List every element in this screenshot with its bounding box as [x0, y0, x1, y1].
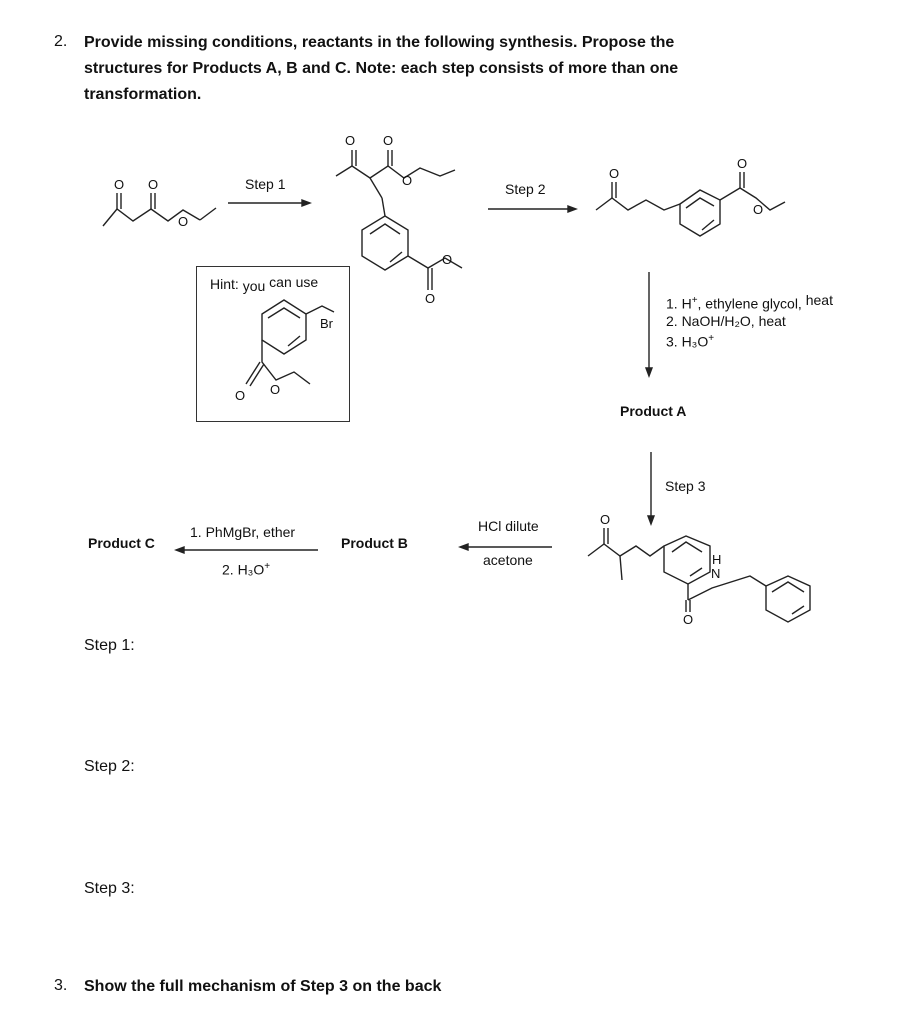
ethyl-acetoacetate-structure [103, 193, 216, 226]
atom-o: O [683, 612, 694, 627]
atom-br: Br [320, 316, 333, 331]
condition-1-rest: , ethylene glycol, [697, 295, 802, 312]
arrowhead [302, 200, 310, 206]
question-2-number: 2. [54, 33, 68, 50]
condition-line-2: 2. NaOH/H₂O, heat [666, 312, 786, 329]
condition-1-text: 1. H [666, 295, 692, 312]
alkylated-ketoester-structure [336, 150, 462, 290]
atom-o: O [148, 177, 159, 192]
atom-h: H [712, 552, 722, 567]
condition-line-1 [666, 292, 833, 313]
question-2-line-2: structures for Products A, B and C. Note: each step consists of more than one [84, 60, 679, 77]
arrowhead [646, 368, 652, 376]
atom-o: O [235, 388, 246, 403]
atom-o: O [425, 291, 436, 306]
hcl-condition-bottom: acetone [483, 552, 533, 568]
arrowhead [648, 516, 654, 524]
atom-o: O [753, 202, 764, 217]
atom-o: O [737, 156, 748, 171]
atom-o: O [114, 177, 125, 192]
atom-n: N [711, 566, 721, 581]
hint-word-hint: Hint: [210, 276, 239, 292]
grignard-condition-2-text: 2. H₃O [222, 561, 265, 578]
atom-o: O [270, 382, 281, 397]
question-2-line-3: transformation. [84, 86, 202, 103]
question-2-line-1: Provide missing conditions, reactants in the following synthesis. Propose the [84, 34, 675, 51]
condition-1-heat: heat [805, 291, 833, 308]
atom-o: O [345, 133, 356, 148]
hint-word-can-use: can use [269, 274, 319, 290]
atom-o: O [600, 512, 611, 527]
arrowhead [176, 547, 184, 553]
step-1-label: Step 1 [245, 176, 286, 192]
grignard-condition-1: 1. PhMgBr, ether [190, 524, 296, 540]
hint-word-you: you [242, 278, 266, 294]
arrowhead [568, 206, 576, 212]
answer-step-3: Step 3: [84, 880, 135, 897]
step-3-label: Step 3 [665, 478, 706, 494]
atom-o: O [178, 214, 189, 229]
question-3-number: 3. [54, 977, 68, 994]
product-c-label: Product C [88, 535, 155, 551]
hint-text [210, 276, 318, 292]
condition-3-text: 3. H₃O [666, 333, 709, 350]
conditions-product-a [666, 292, 833, 350]
amide-structure [588, 528, 810, 622]
arrowhead [460, 544, 468, 550]
product-b-label: Product B [341, 535, 408, 551]
answer-step-2: Step 2: [84, 758, 135, 775]
hcl-condition-top: HCl dilute [478, 518, 539, 534]
atom-o: O [402, 173, 413, 188]
step-2-label: Step 2 [505, 181, 546, 197]
atom-o: O [442, 252, 453, 267]
answer-step-1: Step 1: [84, 637, 135, 654]
grignard-condition-2 [222, 561, 270, 578]
condition-3-sup: + [708, 332, 715, 344]
condition-1-sup: + [691, 295, 698, 306]
condition-line-3 [666, 330, 833, 351]
grignard-condition-2-sup: + [264, 561, 271, 572]
atom-o: O [609, 166, 620, 181]
question-3-text: Show the full mechanism of Step 3 on the back [84, 978, 442, 995]
atom-o: O [383, 133, 394, 148]
product-a-label: Product A [620, 403, 687, 419]
